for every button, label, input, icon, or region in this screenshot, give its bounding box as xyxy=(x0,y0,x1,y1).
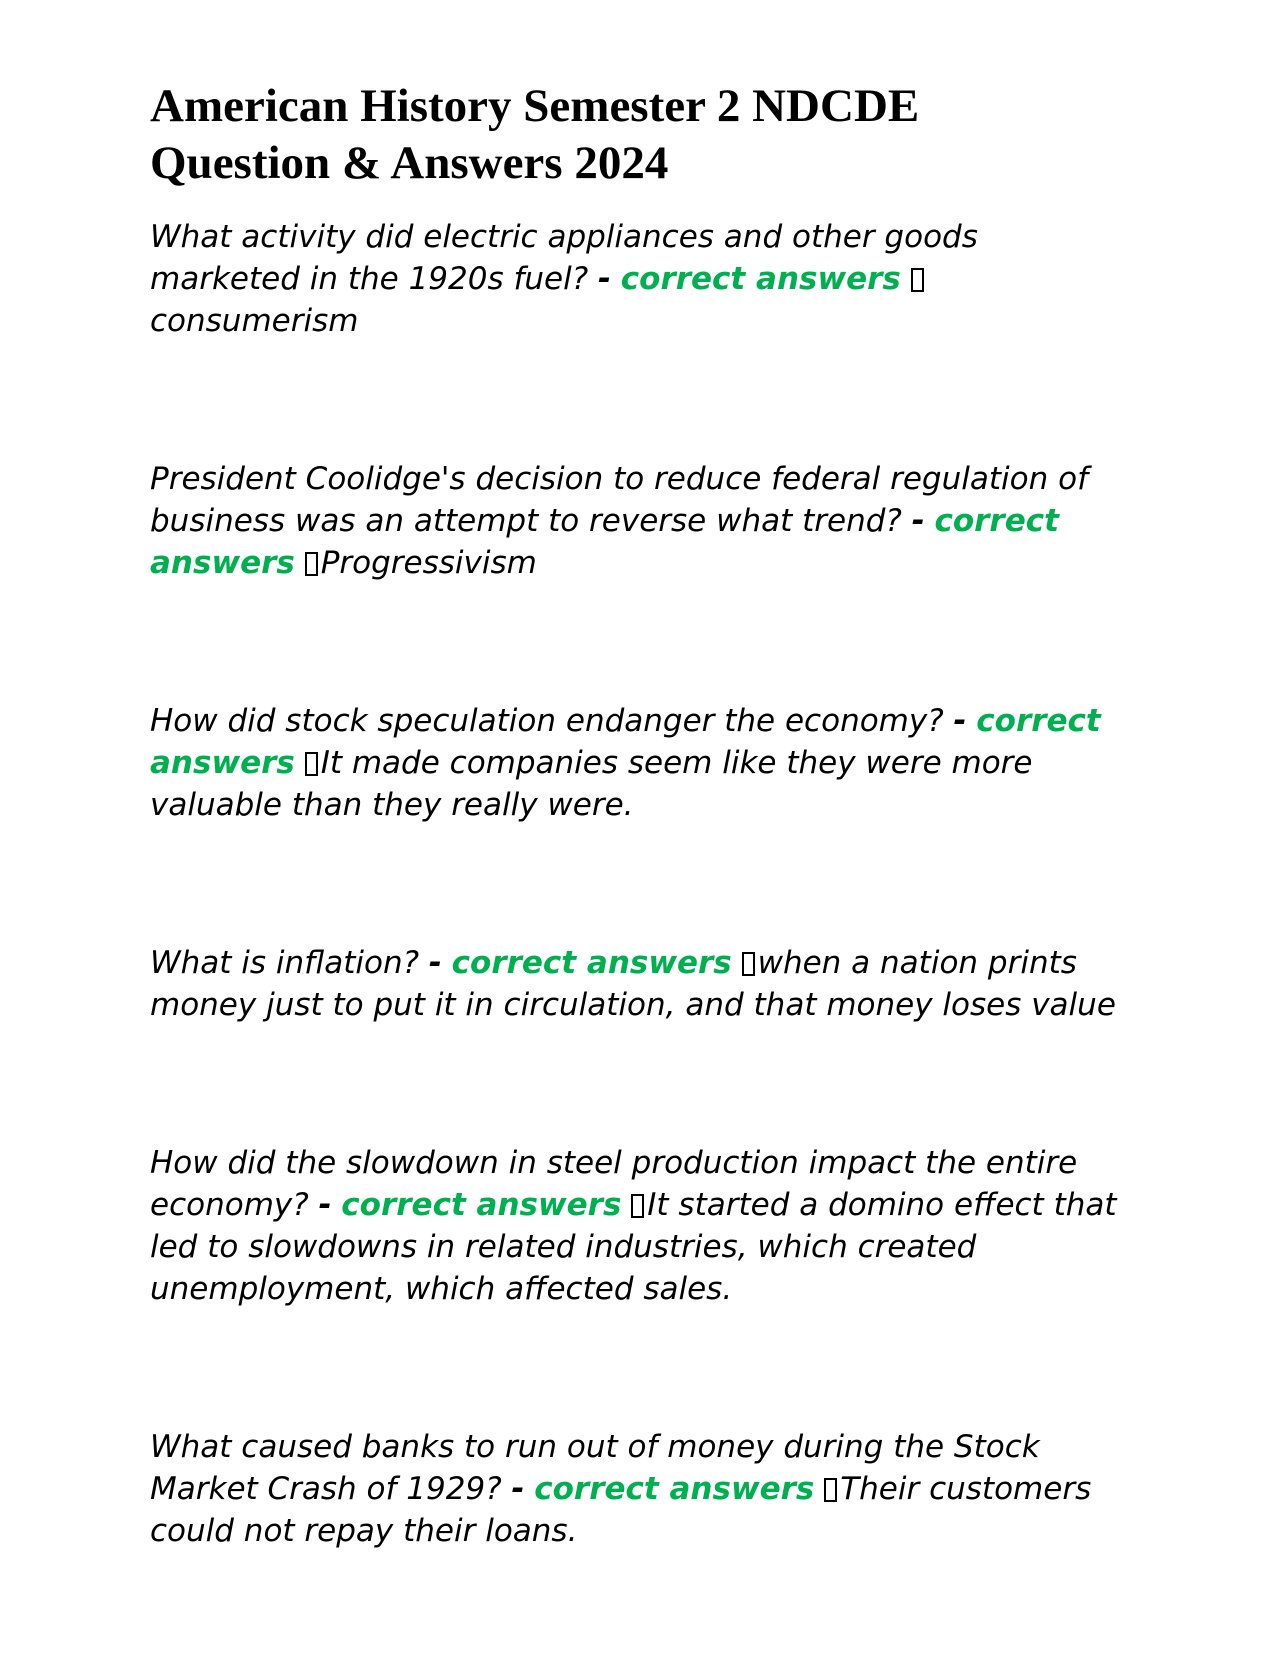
correct-answers-label: correct answers xyxy=(620,261,901,297)
separator: - xyxy=(318,1187,332,1223)
qa-item xyxy=(150,700,1130,826)
missing-glyph-box-icon xyxy=(305,552,318,576)
answer-text: when a nation prints money just to put it in circulation, and that money loses value xyxy=(150,945,1116,1023)
missing-glyph-box-icon xyxy=(742,952,755,976)
qa-item xyxy=(150,458,1130,584)
separator: - xyxy=(598,261,611,297)
missing-glyph-box-icon xyxy=(824,1478,837,1502)
correct-answers-label: correct answers xyxy=(341,1187,622,1223)
missing-glyph-box-icon xyxy=(305,752,318,776)
separator: - xyxy=(511,1471,525,1507)
missing-glyph-box-icon xyxy=(631,1194,644,1218)
separator: - xyxy=(428,945,442,981)
separator: - xyxy=(953,703,967,739)
qa-item xyxy=(150,942,1130,1026)
question-text: What caused banks to run out of money during the Stock Market Crash of 1929? xyxy=(150,1429,1040,1507)
question-text: How did stock speculation endanger the economy? xyxy=(150,703,944,739)
answer-text: It made companies seem like they were more valuable than they really were. xyxy=(150,745,1033,823)
question-text: What activity did electric appliances and other goods marketed in the 1920s fuel? xyxy=(150,219,978,297)
missing-glyph-box-icon xyxy=(911,268,924,292)
separator: - xyxy=(911,503,925,539)
answer-text: It started a domino effect that led to slowdowns in related industries, which created unemployment, which affected sales. xyxy=(150,1187,1117,1307)
answer-text: consumerism xyxy=(150,303,359,339)
question-text: President Coolidge's decision to reduce federal regulation of business was an attempt to reverse what trend? xyxy=(150,461,1088,539)
qa-item xyxy=(150,1142,1130,1310)
answer-text: Progressivism xyxy=(320,545,537,581)
document-page xyxy=(150,78,1130,1668)
correct-answers-label: correct answers xyxy=(534,1471,815,1507)
correct-answers-label: correct answers xyxy=(150,703,1101,781)
question-text: How did the slowdown in steel production impact the entire economy? xyxy=(150,1145,1078,1223)
correct-answers-label: correct answers xyxy=(451,945,732,981)
question-text: What is inflation? xyxy=(150,945,420,981)
document-title: American History Semester 2 NDCDE Question & Answers 2024 xyxy=(150,80,920,189)
correct-answers-label: correct answers xyxy=(150,503,1059,581)
answer-text: Their customers could not repay their loans. xyxy=(150,1471,1092,1549)
qa-item xyxy=(150,1426,1130,1552)
qa-item xyxy=(150,216,1130,342)
